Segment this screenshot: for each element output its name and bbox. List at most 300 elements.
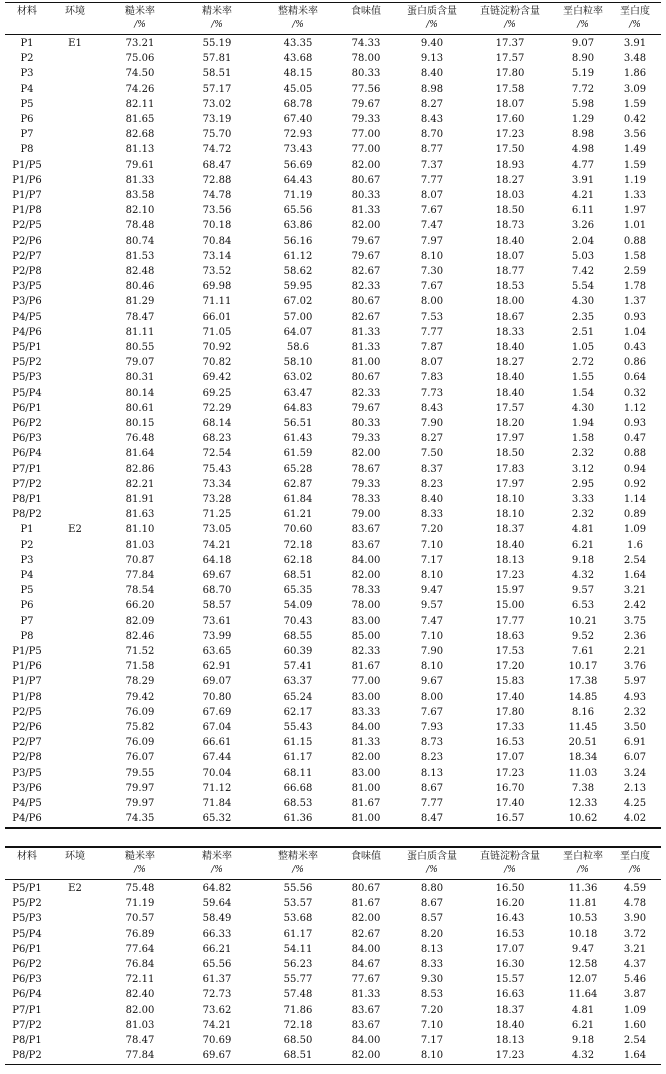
table-cell: 3.91 [623, 38, 647, 49]
table-cell: 70.57 [125, 913, 155, 925]
table-cell: 62.18 [283, 554, 313, 566]
table-cell: 56.69 [283, 159, 313, 171]
table-cell: 8.00 [420, 296, 444, 308]
table-cell: 17.57 [495, 402, 525, 414]
table-cell: 79.67 [351, 98, 381, 110]
table-cell: 1.6 [627, 539, 643, 551]
table-cell: 79.33 [351, 478, 381, 490]
table-cell: 3.91 [571, 174, 595, 186]
table-cell: P2/P7 [12, 250, 42, 262]
table-cell: 76.09 [125, 706, 155, 718]
table-cell: 77.67 [351, 974, 381, 986]
table-cell: 82.00 [125, 1004, 155, 1016]
table-cell: 43.68 [283, 53, 313, 65]
table-cell: 76.07 [125, 752, 155, 764]
table-cell: 8.90 [571, 53, 595, 65]
table-cell: 8.16 [571, 706, 595, 718]
table-cell: 18.13 [495, 1035, 525, 1046]
table-cell: 55.43 [283, 722, 313, 733]
table-cell [49, 538, 101, 553]
table-cell: 8.10 [420, 1050, 444, 1062]
table-cell [49, 158, 101, 173]
table-cell: 1.12 [623, 402, 647, 414]
table-cell: 76.09 [125, 737, 155, 749]
table-cell: P2/P5 [12, 706, 42, 718]
table-cell: P5/P2 [12, 357, 42, 369]
table-cell: P7/P2 [12, 1019, 42, 1031]
table-cell: 7.61 [571, 646, 595, 657]
table-cell: 蛋白质含量 [407, 6, 457, 17]
table-cell: 材料 [17, 6, 37, 17]
table-cell: 9.18 [571, 1035, 595, 1046]
table-cell: P1/P5 [12, 646, 42, 657]
table-cell: 70.18 [202, 220, 232, 232]
table-cell: 65.28 [283, 463, 313, 475]
table-cell: P8 [20, 144, 34, 156]
table-cell: 4.37 [623, 959, 647, 970]
table-cell: 80.33 [351, 68, 381, 80]
table-cell: P5/P3 [12, 372, 42, 384]
table-cell: P8/P1 [12, 1035, 42, 1046]
table-cell [49, 416, 101, 431]
table-cell: 7.67 [420, 706, 444, 718]
table-cell: 73.56 [202, 205, 232, 217]
table-cell: 7.77 [420, 326, 444, 338]
table-cell: 79.61 [125, 159, 155, 171]
table-cell [49, 507, 101, 522]
table-cell: 垩白度 [620, 851, 650, 862]
table-cell: P6/P4 [12, 989, 42, 1001]
table-cell: 1.19 [623, 174, 647, 186]
table-cell: 9.57 [571, 585, 595, 597]
table-cell: P4/P6 [12, 326, 42, 338]
table-cell: 17.40 [495, 691, 525, 703]
table-cell: 环境 [65, 851, 85, 862]
table-cell: 17.37 [495, 38, 525, 49]
table-cell: P8/P2 [12, 1050, 42, 1062]
table-cell: P5/P4 [12, 387, 42, 399]
table-cell: 7.90 [420, 418, 444, 429]
table-cell: 79.42 [125, 691, 155, 703]
table-cell: 61.12 [283, 250, 313, 262]
table-cell: 78.67 [351, 463, 381, 475]
table-cell [49, 97, 101, 112]
table-cell: 18.93 [495, 159, 525, 171]
table-cell: 73.61 [202, 615, 232, 627]
table-cell: 68.51 [283, 570, 313, 581]
table-cell: P1/P5 [12, 159, 42, 171]
table-cell [49, 690, 101, 705]
table-cell: 78.47 [125, 311, 155, 323]
table-cell [49, 310, 101, 325]
table-cell: 10.53 [568, 913, 598, 925]
table-cell: P4 [20, 570, 34, 581]
table-cell: 11.03 [568, 767, 598, 779]
table-row [5, 355, 661, 370]
table-cell [49, 927, 101, 942]
table-cell: P1/P8 [12, 205, 42, 217]
table-cell: 63.65 [202, 646, 232, 657]
table-cell: 11.81 [568, 898, 598, 910]
table-cell: 0.43 [623, 342, 647, 353]
table-cell: 3.48 [623, 53, 647, 65]
table-cell: 12.33 [568, 798, 598, 809]
table-cell: 82.67 [351, 266, 381, 277]
table-cell: 81.33 [351, 326, 381, 338]
table-cell: 1.94 [571, 418, 595, 429]
table-cell: 81.33 [351, 989, 381, 1001]
table-cell: 0.89 [623, 509, 647, 521]
table-cell: 5.19 [571, 68, 595, 80]
table-cell: 82.00 [351, 1050, 381, 1062]
table-unit-row [5, 18, 661, 33]
table-cell [49, 614, 101, 629]
table-cell: 74.26 [125, 83, 155, 95]
table-cell: /% [577, 865, 589, 875]
table-cell: 61.43 [283, 433, 313, 445]
table-cell: 83.67 [351, 1019, 381, 1031]
table-cell: 65.35 [283, 585, 313, 597]
table-cell: 74.35 [125, 813, 155, 825]
table-cell: 17.23 [495, 129, 525, 141]
table-cell: P8 [20, 630, 34, 642]
table-cell: 60.39 [283, 646, 313, 657]
table-cell: 9.47 [420, 585, 444, 597]
table-cell: 57.00 [283, 311, 313, 323]
table-cell: 0.47 [623, 433, 647, 445]
table-cell: 17.33 [495, 722, 525, 733]
table-cell: 82.33 [351, 281, 381, 293]
table-cell: 2.42 [623, 600, 647, 612]
table-cell: P5 [20, 585, 34, 597]
table-cell: /% [629, 865, 641, 875]
table-cell: 75.06 [125, 53, 155, 65]
table-cell: 71.11 [202, 296, 232, 308]
table-cell: 68.55 [283, 630, 313, 642]
table-cell [49, 264, 101, 279]
table-cell: 66.33 [202, 928, 232, 940]
table-cell: 81.00 [351, 813, 381, 825]
table-cell: 5.97 [623, 676, 647, 688]
table-row [5, 82, 661, 97]
table-cell: 环境 [65, 6, 85, 17]
table-row [5, 112, 661, 127]
table-row [5, 158, 661, 173]
table-cell: 81.64 [125, 448, 155, 460]
table-cell: 70.87 [125, 554, 155, 566]
table-cell: 1.64 [623, 1050, 647, 1062]
table-cell: 7.47 [420, 220, 444, 232]
table-cell: P4/P5 [12, 798, 42, 809]
table-cell: P6/P3 [12, 433, 42, 445]
table-cell: 16.30 [495, 959, 525, 970]
table-cell: P2/P6 [12, 235, 42, 247]
table-row [5, 142, 661, 157]
table-cell: 84.00 [351, 1035, 381, 1046]
table-cell: 65.24 [283, 691, 313, 703]
table-cell: 3.87 [623, 989, 647, 1001]
table-cell: P7/P1 [12, 463, 42, 475]
table-cell: 16.63 [495, 989, 525, 1001]
table-cell: 3.90 [623, 913, 647, 925]
table-cell: 61.15 [283, 737, 313, 749]
table-cell: 66.21 [202, 943, 232, 955]
table-cell: 9.40 [420, 38, 444, 49]
table-cell [335, 863, 397, 878]
table-row [5, 127, 661, 142]
table-cell: 57.48 [283, 989, 313, 1001]
table-cell: 18.40 [495, 539, 525, 551]
table-cell: 垩白粒率 [563, 6, 603, 17]
table-cell: 69.25 [202, 387, 232, 399]
table-row [5, 896, 661, 911]
table-cell: P6/P2 [12, 418, 42, 429]
table-cell: /% [504, 20, 516, 30]
table-cell: 0.32 [623, 387, 647, 399]
table-cell: 83.67 [351, 539, 381, 551]
table-cell: 68.11 [283, 767, 313, 779]
table-cell: 18.34 [568, 752, 598, 764]
table-cell: 53.57 [283, 898, 313, 910]
table-cell: 68.47 [202, 159, 232, 171]
table-cell: 垩白度 [620, 6, 650, 17]
table-cell: 61.84 [283, 494, 313, 505]
table-row [5, 811, 661, 826]
table-row [5, 294, 661, 309]
table-cell: 8.27 [420, 433, 444, 445]
table-cell: P5/P4 [12, 928, 42, 940]
table-cell [49, 553, 101, 568]
table-cell [335, 18, 397, 33]
table-cell: 72.29 [202, 402, 232, 414]
table-cell [49, 386, 101, 401]
table-cell: 2.32 [571, 448, 595, 460]
table-cell: 80.55 [125, 342, 155, 353]
table-cell: 6.11 [571, 205, 595, 217]
table-cell: 58.51 [202, 68, 232, 80]
table-cell: 68.51 [283, 1050, 313, 1062]
table-cell: 8.00 [420, 691, 444, 703]
table-row [5, 629, 661, 644]
table-cell: 77.00 [351, 676, 381, 688]
table-cell: 8.37 [420, 463, 444, 475]
table-row [5, 881, 661, 896]
table-cell: 84.00 [351, 722, 381, 733]
table-cell: 8.40 [420, 68, 444, 80]
table-cell: P3/P5 [12, 767, 42, 779]
table-cell: 17.80 [495, 68, 525, 80]
table-cell: 64.82 [202, 883, 232, 894]
table-cell: 2.32 [571, 509, 595, 521]
table-cell: 81.67 [351, 798, 381, 809]
table-row [5, 507, 661, 522]
table-cell: 82.10 [125, 205, 155, 217]
table-cell: 67.69 [202, 706, 232, 718]
table-cell: 77.56 [351, 83, 381, 95]
table-cell: 68.23 [202, 433, 232, 445]
table-cell: 58.57 [202, 600, 232, 612]
table-cell: 0.42 [623, 114, 647, 125]
table-cell: 2.51 [571, 326, 595, 338]
table-row [5, 942, 661, 957]
table-cell: P2/P8 [12, 752, 42, 764]
table-cell: 14.85 [568, 691, 598, 703]
table-cell: 68.53 [283, 798, 313, 809]
table-cell: 3.24 [623, 767, 647, 779]
table-cell: 73.43 [283, 144, 313, 156]
table-cell: 10.62 [568, 813, 598, 825]
table-cell: 18.40 [495, 342, 525, 353]
table-cell: 8.80 [420, 883, 444, 894]
table-cell: 8.33 [420, 509, 444, 521]
table-cell [49, 249, 101, 264]
table-cell: 7.90 [420, 646, 444, 657]
table-cell: 82.68 [125, 129, 155, 141]
table-cell: 8.43 [420, 402, 444, 414]
table-cell: P7/P1 [12, 1004, 42, 1016]
table-cell: P7 [20, 615, 34, 627]
table-cell: 9.67 [420, 676, 444, 688]
table-cell: 18.27 [495, 357, 525, 369]
table-cell: 71.05 [202, 326, 232, 338]
table-cell: 16.50 [495, 883, 525, 894]
table-cell [49, 972, 101, 987]
table-cell: 58.10 [283, 357, 313, 369]
table-cell: 10.21 [568, 615, 598, 627]
table-row [5, 66, 661, 81]
table-cell: 70.92 [202, 342, 232, 353]
table-cell: /% [577, 20, 589, 30]
table-cell [49, 279, 101, 294]
table-cell [49, 750, 101, 765]
table-cell: 17.23 [495, 570, 525, 581]
table-cell: 65.56 [202, 959, 232, 970]
table-cell: 69.07 [202, 676, 232, 688]
table-cell: 55.56 [283, 883, 313, 894]
table-cell: 8.53 [420, 989, 444, 1001]
table-cell [49, 446, 101, 461]
table-cell [49, 863, 101, 878]
table-row [5, 1048, 661, 1063]
table-cell: 82.48 [125, 266, 155, 277]
table-row [5, 279, 661, 294]
table-cell: /% [426, 865, 438, 875]
table-cell: 79.67 [351, 250, 381, 262]
table-cell: 8.10 [420, 570, 444, 581]
table-cell: 17.53 [495, 646, 525, 657]
table-cell: P6/P1 [12, 402, 42, 414]
table-cell: 4.81 [571, 524, 595, 536]
table-cell: 1.58 [571, 433, 595, 445]
table-cell: 17.80 [495, 706, 525, 718]
table-cell: 4.81 [571, 1004, 595, 1016]
table-cell: 17.40 [495, 798, 525, 809]
table-cell: 15.97 [495, 585, 525, 597]
table-cell [49, 477, 101, 492]
table-cell: 17.97 [495, 478, 525, 490]
table-bottom-rule [5, 827, 661, 829]
table-row [5, 781, 661, 796]
table-cell: 17.77 [495, 615, 525, 627]
table-top-rule [5, 2, 661, 3]
table-row [5, 477, 661, 492]
table-cell: 蛋白质含量 [407, 851, 457, 862]
table-cell: 83.33 [351, 706, 381, 718]
table-cell: 68.78 [283, 98, 313, 110]
table-cell: 70.60 [283, 524, 313, 536]
table-cell: 67.44 [202, 752, 232, 764]
table-cell: 4.78 [623, 898, 647, 910]
table-cell: P4/P6 [12, 813, 42, 825]
table-row [5, 927, 661, 942]
table-cell: 53.68 [283, 913, 313, 925]
table-cell: /% [134, 865, 146, 875]
table-cell: 16.70 [495, 782, 525, 794]
table-cell: 7.37 [420, 159, 444, 171]
table-cell: 7.20 [420, 1004, 444, 1016]
table-cell: 61.59 [283, 448, 313, 460]
table-cell: P6 [20, 600, 34, 612]
table-cell: 8.57 [420, 913, 444, 925]
table-cell: 17.23 [495, 767, 525, 779]
table-cell: 2.95 [571, 478, 595, 490]
table-cell: 83.00 [351, 691, 381, 703]
table-cell: 18.20 [495, 418, 525, 429]
table-row [5, 614, 661, 629]
table-cell: 45.05 [283, 83, 313, 95]
table-cell: 精米率 [202, 851, 232, 862]
table-cell: 74.50 [125, 68, 155, 80]
table-cell [49, 340, 101, 355]
table-cell: 16.53 [495, 928, 525, 940]
table-cell: 4.30 [571, 296, 595, 308]
table-cell: 78.54 [125, 585, 155, 597]
table-cell: 7.77 [420, 174, 444, 186]
table-cell: 4.25 [623, 798, 647, 809]
table-row [5, 659, 661, 674]
table-cell: 7.67 [420, 281, 444, 293]
table-cell: 6.21 [571, 539, 595, 551]
table-cell [49, 370, 101, 385]
table-cell: P3/P5 [12, 281, 42, 293]
table-cell: 82.11 [125, 98, 155, 110]
table-cell: 1.09 [623, 1004, 647, 1016]
table-cell: 71.58 [125, 661, 155, 673]
table-cell: 66.61 [202, 737, 232, 749]
table-cell: 80.67 [351, 174, 381, 186]
table-cell [49, 112, 101, 127]
table-cell: 61.37 [202, 974, 232, 986]
table-cell: 74.78 [202, 190, 232, 201]
table-cell: 81.10 [125, 524, 155, 536]
table-row [5, 690, 661, 705]
table-cell [49, 598, 101, 613]
table-cell: 16.53 [495, 737, 525, 749]
table-cell: 76.89 [125, 928, 155, 940]
table-cell: 18.27 [495, 174, 525, 186]
table-cell: 68.14 [202, 418, 232, 429]
table-cell: 1.54 [571, 387, 595, 399]
table-cell: 72.11 [125, 974, 155, 986]
table-cell: 4.32 [571, 1050, 595, 1062]
table-cell: 10.17 [568, 661, 598, 673]
table-cell: 80.15 [125, 418, 155, 429]
table-cell: P7 [20, 129, 34, 141]
table-cell: 4.93 [623, 691, 647, 703]
table-cell: 7.50 [420, 448, 444, 460]
table-row [5, 340, 661, 355]
table-cell: 精米率 [202, 6, 232, 17]
